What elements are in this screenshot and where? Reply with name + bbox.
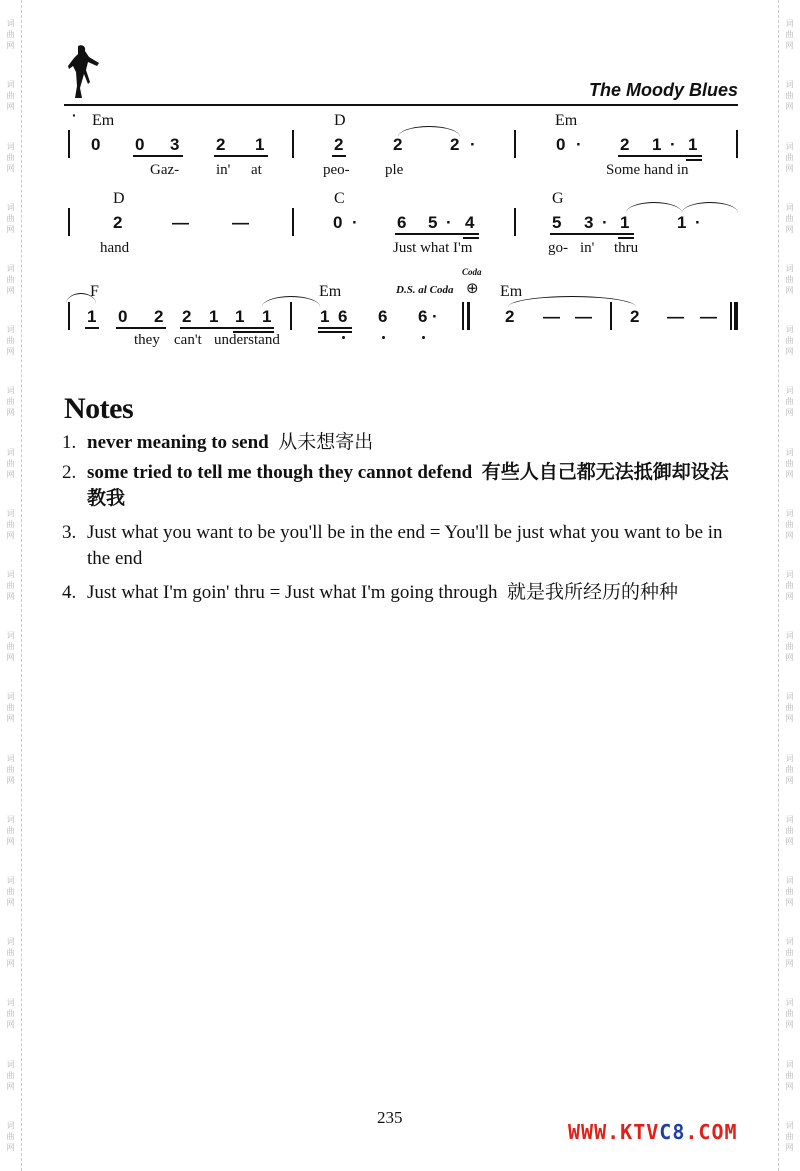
barline bbox=[68, 302, 70, 330]
barline bbox=[292, 208, 294, 236]
note: 0 bbox=[333, 213, 343, 232]
octave-dot bbox=[382, 336, 385, 339]
chord: D bbox=[113, 190, 125, 207]
beam-underline bbox=[180, 327, 274, 329]
margin-mark: 词 曲 网 bbox=[785, 937, 794, 969]
lyric: Some hand in bbox=[606, 162, 689, 178]
margin-mark: 词 曲 网 bbox=[6, 263, 15, 295]
note-item bbox=[62, 460, 742, 512]
note-dot: · bbox=[446, 213, 452, 232]
lyric: in' bbox=[580, 240, 595, 256]
beam-underline bbox=[618, 237, 634, 239]
beam-underline bbox=[618, 155, 702, 157]
margin-mark: 词 曲 网 bbox=[6, 631, 15, 663]
note-dash: — bbox=[172, 213, 189, 232]
margin-mark: 词 曲 网 bbox=[785, 1059, 794, 1091]
barline bbox=[610, 302, 612, 330]
lyric: peo- bbox=[323, 162, 350, 178]
beam-underline bbox=[550, 233, 634, 235]
note-dot: · bbox=[576, 135, 582, 154]
margin-mark: 词 曲 网 bbox=[785, 753, 794, 785]
beam-underline bbox=[85, 327, 99, 329]
lyric: can't bbox=[174, 332, 202, 348]
barline bbox=[292, 130, 294, 158]
chord: G bbox=[552, 190, 564, 207]
note: 1 bbox=[262, 307, 272, 326]
margin-mark: 词 曲 网 bbox=[785, 875, 794, 907]
note: 2 bbox=[505, 307, 515, 326]
header-rule bbox=[64, 104, 738, 106]
margin-mark: 词 曲 网 bbox=[785, 631, 794, 663]
note-chinese: 有些人自己都无法抵御却设法教我 bbox=[87, 462, 729, 509]
beam-underline bbox=[214, 155, 268, 157]
lyric: Just what I'm bbox=[393, 240, 473, 256]
note-number: 1. bbox=[62, 432, 77, 453]
note: 6 bbox=[338, 307, 348, 326]
barline bbox=[68, 130, 70, 158]
note-dot: · bbox=[432, 307, 438, 326]
beam-underline bbox=[463, 237, 479, 239]
note: 2 bbox=[113, 213, 123, 232]
beam-underline bbox=[332, 155, 346, 157]
margin-mark: 词 曲 网 bbox=[6, 692, 15, 724]
note: 0 bbox=[135, 135, 145, 154]
final-barline bbox=[734, 302, 738, 330]
note: 0 bbox=[118, 307, 128, 326]
chord: F bbox=[90, 283, 99, 300]
beam-underline bbox=[116, 327, 166, 329]
final-barline bbox=[730, 302, 732, 330]
lyric: Gaz- bbox=[150, 162, 180, 178]
chord: Em bbox=[319, 283, 342, 300]
margin-mark: 词 曲 网 bbox=[6, 998, 15, 1030]
margin-mark: 词 曲 网 bbox=[6, 19, 15, 51]
note-number: 4. bbox=[62, 582, 77, 603]
note-dash: — bbox=[575, 307, 592, 326]
margin-mark: 词 曲 网 bbox=[6, 937, 15, 969]
note-number: 3. bbox=[62, 522, 77, 543]
note-chinese: 就是我所经历的种种 bbox=[506, 582, 678, 603]
note: 2 bbox=[182, 307, 192, 326]
right-margin-watermark bbox=[778, 0, 800, 1171]
chord: C bbox=[334, 190, 345, 207]
note: 3 bbox=[170, 135, 180, 154]
barline-double bbox=[462, 302, 464, 330]
note-item bbox=[62, 580, 742, 606]
margin-mark: 词 曲 网 bbox=[6, 1120, 15, 1152]
margin-mark: 词 曲 网 bbox=[785, 569, 794, 601]
note: 1 bbox=[620, 213, 630, 232]
note: 2 bbox=[630, 307, 640, 326]
tie-arc bbox=[398, 126, 460, 137]
lyric: hand bbox=[100, 240, 130, 256]
margin-mark: 词 曲 网 bbox=[785, 80, 794, 112]
beam-underline bbox=[686, 159, 702, 161]
octave-dot bbox=[422, 336, 425, 339]
note: 5 bbox=[552, 213, 562, 232]
margin-mark: 词 曲 网 bbox=[6, 814, 15, 846]
lyric: ple bbox=[385, 162, 404, 178]
margin-mark: 词 曲 网 bbox=[785, 19, 794, 51]
margin-mark: 词 曲 网 bbox=[6, 447, 15, 479]
site-watermark bbox=[568, 1120, 738, 1144]
note: 1 bbox=[688, 135, 698, 154]
watermark-segment: C8 bbox=[659, 1120, 686, 1144]
notes-heading: Notes bbox=[64, 392, 134, 425]
margin-mark: 词 曲 网 bbox=[6, 1059, 15, 1091]
page-number: 235 bbox=[377, 1108, 403, 1127]
note-chinese: 从未想寄出 bbox=[278, 432, 374, 453]
barline-double bbox=[467, 302, 470, 330]
note-dot: · bbox=[352, 213, 358, 232]
coda-symbol: ⊕ bbox=[466, 279, 479, 297]
note: 6 bbox=[397, 213, 407, 232]
margin-mark: 词 曲 网 bbox=[6, 753, 15, 785]
chord: Em bbox=[500, 283, 523, 300]
note: 0 bbox=[91, 135, 101, 154]
note-english: never meaning to send bbox=[87, 432, 269, 453]
note: 1 bbox=[87, 307, 97, 326]
margin-mark: 词 曲 网 bbox=[6, 875, 15, 907]
coda-label: Coda bbox=[462, 267, 482, 277]
barline bbox=[68, 208, 70, 236]
note: 6 bbox=[418, 307, 428, 326]
margin-mark: 词 曲 网 bbox=[6, 325, 15, 357]
note-dot: · bbox=[695, 213, 701, 232]
note-english: some tried to tell me though they cannot defend bbox=[87, 462, 473, 483]
barline bbox=[736, 130, 738, 158]
margin-mark: 词 曲 网 bbox=[785, 814, 794, 846]
note: 1 bbox=[235, 307, 245, 326]
left-margin-watermark bbox=[0, 0, 22, 1171]
margin-mark: 词 曲 网 bbox=[6, 80, 15, 112]
note-dash: — bbox=[543, 307, 560, 326]
lyric: in' bbox=[216, 162, 231, 178]
margin-mark: 词 曲 网 bbox=[785, 1120, 794, 1152]
note: 3 bbox=[584, 213, 594, 232]
note-dot: · bbox=[470, 135, 476, 154]
note: 1 bbox=[652, 135, 662, 154]
barline bbox=[514, 208, 516, 236]
tie-arc bbox=[626, 202, 682, 213]
beam-underline bbox=[318, 331, 352, 333]
margin-mark: 词 曲 网 bbox=[785, 141, 794, 173]
note: 1 bbox=[255, 135, 265, 154]
margin-mark: 词 曲 网 bbox=[785, 692, 794, 724]
note-dash: — bbox=[232, 213, 249, 232]
margin-mark: 词 曲 网 bbox=[785, 508, 794, 540]
note: 2 bbox=[216, 135, 226, 154]
margin-mark: 词 曲 网 bbox=[785, 325, 794, 357]
margin-mark: 词 曲 网 bbox=[6, 386, 15, 418]
note: 2 bbox=[154, 307, 164, 326]
note-item bbox=[62, 520, 742, 572]
notes-list bbox=[62, 430, 742, 614]
margin-mark: 词 曲 网 bbox=[6, 508, 15, 540]
note-dash: — bbox=[700, 307, 717, 326]
lyric: they bbox=[134, 332, 160, 348]
margin-mark: 词 曲 网 bbox=[785, 998, 794, 1030]
beam-underline bbox=[395, 233, 479, 235]
note: 2 bbox=[450, 135, 460, 154]
dancer-silhouette-icon bbox=[66, 42, 104, 100]
pickup-dot: · bbox=[72, 107, 77, 123]
margin-mark: 词 曲 网 bbox=[785, 263, 794, 295]
beam-underline bbox=[318, 327, 352, 329]
margin-mark: 词 曲 网 bbox=[6, 141, 15, 173]
tie-arc bbox=[682, 202, 738, 213]
note: 1 bbox=[209, 307, 219, 326]
barline bbox=[290, 302, 292, 330]
watermark-segment: WWW.KTV bbox=[568, 1120, 660, 1144]
octave-dot bbox=[342, 336, 345, 339]
note-item bbox=[62, 430, 742, 456]
note-english: Just what you want to be you'll be in the end = You'll be just what you want to be in the end bbox=[87, 522, 723, 569]
lyric: thru bbox=[614, 240, 639, 256]
lyric: understand bbox=[214, 332, 280, 348]
note: 1 bbox=[677, 213, 687, 232]
note: 0 bbox=[556, 135, 566, 154]
margin-mark: 词 曲 网 bbox=[785, 202, 794, 234]
note: 2 bbox=[393, 135, 403, 154]
note: 5 bbox=[428, 213, 438, 232]
note: 6 bbox=[378, 307, 388, 326]
song-artist-title: The Moody Blues bbox=[588, 80, 738, 100]
note: 2 bbox=[334, 135, 344, 154]
lyric: go- bbox=[548, 240, 568, 256]
note: 4 bbox=[465, 213, 475, 232]
chord: Em bbox=[92, 112, 115, 129]
beam-underline bbox=[133, 155, 183, 157]
chord: Em bbox=[555, 112, 578, 129]
margin-mark: 词 曲 网 bbox=[785, 447, 794, 479]
note-dash: — bbox=[667, 307, 684, 326]
note: 1 bbox=[320, 307, 330, 326]
margin-mark: 词 曲 网 bbox=[6, 202, 15, 234]
tie-arc bbox=[508, 296, 636, 307]
note-dot: · bbox=[602, 213, 608, 232]
note: 2 bbox=[620, 135, 630, 154]
ds-al-coda: D.S. al Coda bbox=[396, 284, 454, 296]
watermark-segment: .COM bbox=[685, 1120, 738, 1144]
note-number: 2. bbox=[62, 462, 77, 483]
lyric: at bbox=[251, 162, 262, 178]
note-dot: · bbox=[670, 135, 676, 154]
margin-mark: 词 曲 网 bbox=[785, 386, 794, 418]
barline bbox=[514, 130, 516, 158]
chord: D bbox=[334, 112, 346, 129]
margin-mark: 词 曲 网 bbox=[6, 569, 15, 601]
note-english: Just what I'm goin' thru = Just what I'm going through bbox=[87, 582, 498, 603]
